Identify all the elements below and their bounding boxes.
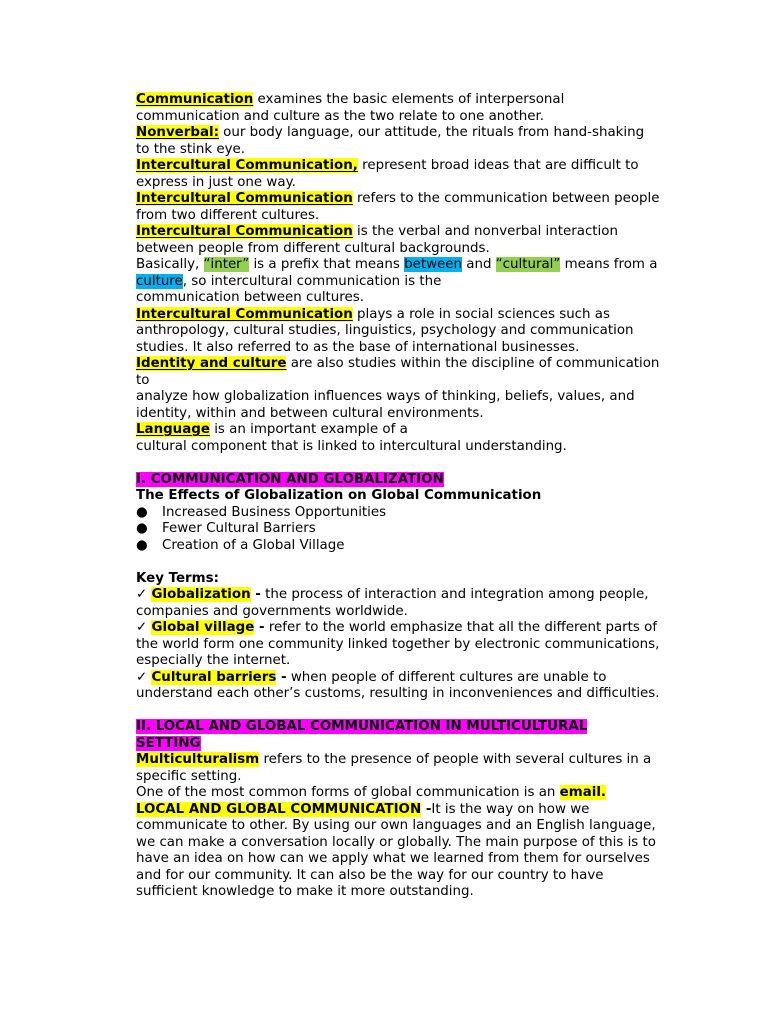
- checkmark-icon: ✓: [136, 669, 152, 685]
- text-line: companies and governments worldwide.: [136, 603, 408, 619]
- text-line: the world form one community linked together by electronic communications,: [136, 636, 660, 652]
- term-communication: Communication: [136, 92, 254, 107]
- text-line: communicate to other. By using our own languages and an English language,: [136, 818, 656, 833]
- text-line: and for our community. It can also be the way for our country to have: [136, 867, 604, 883]
- section-heading-text: SETTING: [136, 735, 201, 751]
- highlight-culture: culture: [136, 273, 183, 289]
- paragraph-language: [136, 422, 696, 439]
- text: Basically,: [136, 257, 204, 272]
- paragraph-intercultural-1: [136, 158, 696, 175]
- text-line: [136, 274, 696, 291]
- text: One of the most common forms of global communication is an: [136, 785, 560, 800]
- list-item-text: Increased Business Opportunities: [162, 504, 387, 520]
- text: when people of different cultures are unable to: [286, 669, 607, 685]
- spacer: [136, 703, 696, 720]
- paragraph-intercultural-4: [136, 307, 696, 324]
- text: plays a role in social sciences such as: [352, 306, 610, 322]
- term-globalization: Globalization: [151, 587, 251, 602]
- list-item: [136, 521, 696, 538]
- bullet-icon: ●: [136, 521, 148, 536]
- term-identity-and-culture: Identity and culture: [136, 356, 287, 371]
- text: and: [462, 257, 496, 272]
- text: represent broad ideas that are difficult to: [357, 158, 639, 173]
- section-heading-text: I. COMMUNICATION AND GLOBALIZATION: [136, 471, 444, 487]
- term-local-and-global-communication: LOCAL AND GLOBAL COMMUNICATION: [136, 801, 422, 817]
- text: is an important example of a: [209, 422, 408, 437]
- term-intercultural-communication: Intercultural Communication: [136, 191, 353, 206]
- text-line: communication between cultures.: [136, 290, 364, 305]
- spacer: [136, 554, 696, 571]
- spacer: [136, 455, 696, 472]
- text-line: understand each other’s customs, resulting in inconveniences and difficulties.: [136, 686, 660, 701]
- text-line: identity, within and between cultural environments.: [136, 405, 484, 421]
- list-item-text: Creation of a Global Village: [162, 537, 345, 553]
- paragraph-communication: [136, 92, 696, 109]
- paragraph-basically: [136, 257, 696, 274]
- text: are also studies within the discipline of communication: [286, 356, 660, 371]
- paragraph-email: [136, 785, 696, 802]
- section-heading-text: II. LOCAL AND GLOBAL COMMUNICATION IN MULTICULTURAL: [136, 719, 588, 734]
- text: , so intercultural communication is the: [182, 273, 442, 289]
- section-heading-2-cont: [136, 736, 696, 753]
- paragraph-intercultural-2: [136, 191, 696, 208]
- text: is the verbal and nonverbal interaction: [352, 224, 618, 239]
- text-line: analyze how globalization influences ways of thinking, beliefs, values, and: [136, 389, 635, 404]
- paragraph-intercultural-3: [136, 224, 696, 241]
- text-line: specific setting.: [136, 768, 242, 784]
- paragraph-identity: [136, 356, 696, 373]
- term-nonverbal: Nonverbal:: [136, 125, 219, 140]
- paragraph-multiculturalism: [136, 752, 696, 769]
- text-line: sufficient knowledge to make it more outstanding.: [136, 884, 474, 899]
- term-language: Language: [136, 422, 210, 437]
- highlight-between: between: [404, 257, 462, 272]
- highlight-cultural: “cultural”: [495, 257, 561, 272]
- dash: -: [254, 620, 265, 635]
- term-intercultural-communication: Intercultural Communication: [136, 224, 353, 239]
- text-line: to the stink eye.: [136, 141, 246, 157]
- section-heading-1: [136, 472, 696, 489]
- text: It is the way on how we: [431, 801, 590, 817]
- text: refers to the communication between people: [352, 191, 660, 206]
- bullet-icon: ●: [136, 537, 148, 553]
- key-term: [136, 670, 696, 687]
- paragraph-local-global: [136, 802, 696, 819]
- text-line: we can make a conversation locally or globally. The main purpose of this is to: [136, 834, 656, 850]
- highlight-inter: “inter”: [203, 257, 250, 272]
- text: our body language, our attitude, the rituals from hand-shaking: [218, 125, 645, 140]
- paragraph-nonverbal: [136, 125, 696, 142]
- dash: -: [276, 669, 287, 685]
- text-line: to: [136, 372, 150, 388]
- term-email: email.: [559, 785, 606, 800]
- term-intercultural-communication: Intercultural Communication: [136, 306, 353, 322]
- text-line: express in just one way.: [136, 174, 296, 190]
- dash: -: [421, 801, 432, 817]
- text: refer to the world emphasize that all the different parts of: [264, 620, 658, 635]
- section-heading-2: [136, 719, 696, 736]
- key-term: [136, 587, 696, 604]
- term-cultural-barriers: Cultural barriers: [151, 669, 277, 685]
- text-line: cultural component that is linked to intercultural understanding.: [136, 438, 567, 454]
- bullet-icon: ●: [136, 504, 148, 520]
- text: the process of interaction and integration among people,: [260, 587, 649, 602]
- text: is a prefix that means: [249, 257, 405, 272]
- text-line: communication and culture as the two relate to one another.: [136, 108, 544, 124]
- text-line: especially the internet.: [136, 653, 291, 668]
- subheading: The Effects of Globalization on Global Communication: [136, 488, 542, 503]
- text-line: from two different cultures.: [136, 207, 320, 223]
- key-terms-title: Key Terms:: [136, 570, 219, 586]
- document-page: [136, 92, 696, 901]
- checkmark-icon: ✓: [136, 620, 152, 635]
- text-line: between people from different cultural backgrounds.: [136, 240, 490, 256]
- dash: -: [250, 587, 261, 602]
- text-line: anthropology, cultural studies, linguistics, psychology and communication: [136, 323, 634, 338]
- term-intercultural-communication: Intercultural Communication,: [136, 158, 358, 173]
- key-term: [136, 620, 696, 637]
- list-item: [136, 538, 696, 555]
- text-line: have an idea on how can we apply what we learned from them for ourselves: [136, 851, 650, 866]
- text-line: studies. It also referred to as the base of international businesses.: [136, 339, 580, 355]
- term-global-village: Global village: [151, 620, 255, 635]
- text: means from a: [560, 257, 658, 272]
- checkmark-icon: ✓: [136, 587, 152, 602]
- term-multiculturalism: Multiculturalism: [136, 752, 260, 767]
- text: examines the basic elements of interpersonal: [253, 92, 565, 107]
- list-item-text: Fewer Cultural Barriers: [162, 521, 316, 536]
- text: refers to the presence of people with several cultures in a: [259, 752, 652, 767]
- list-item: [136, 505, 696, 522]
